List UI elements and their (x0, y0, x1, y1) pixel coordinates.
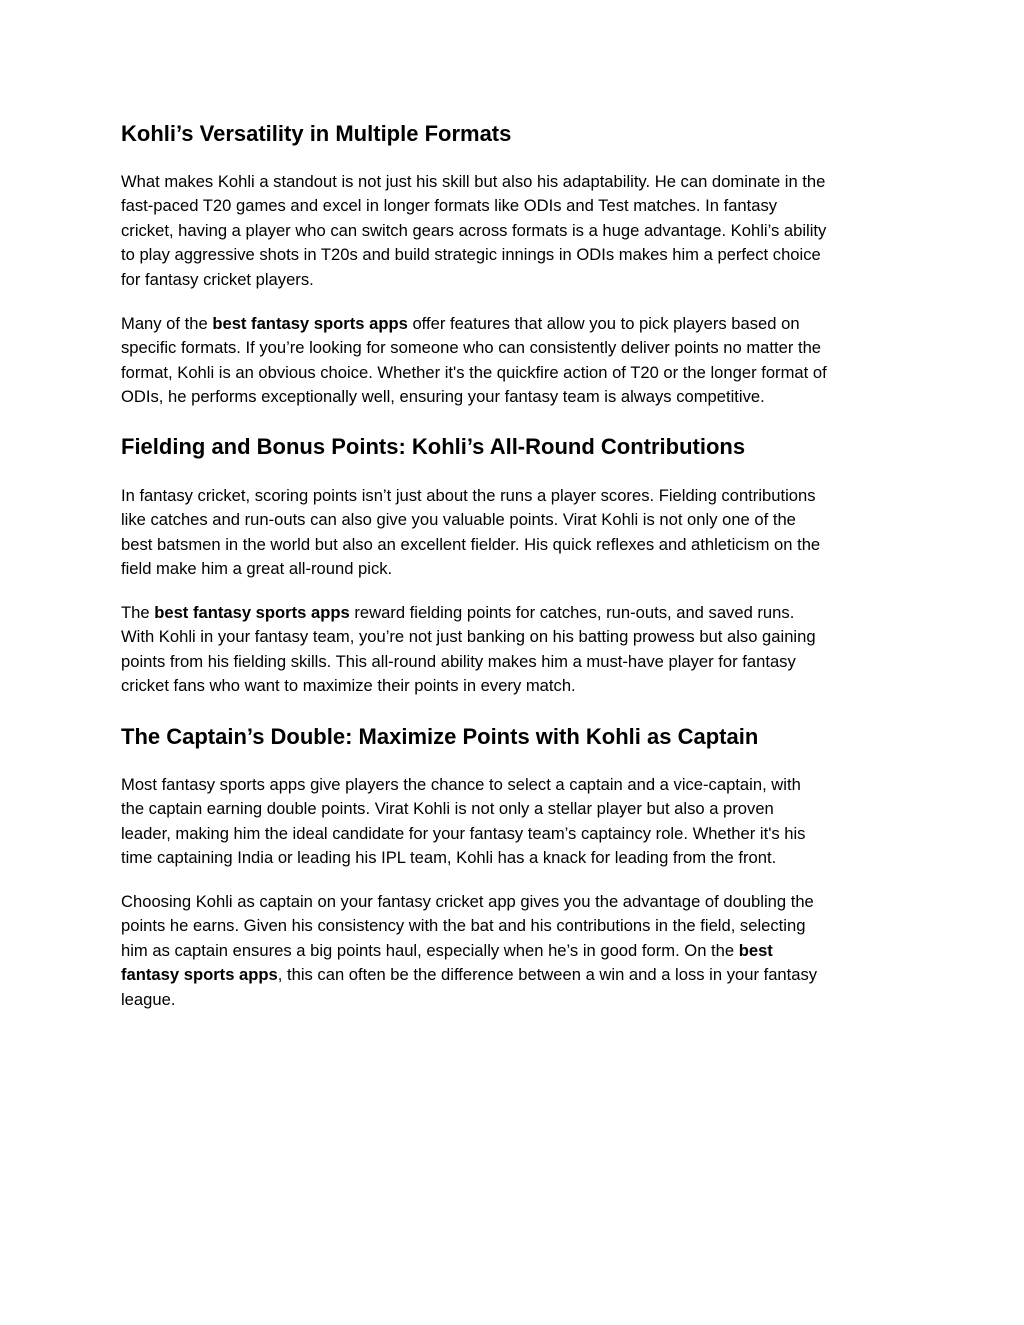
text-run: him as captain ensures a big points haul, especially when he’s in good form. On the (121, 940, 739, 960)
text-line: Most fantasy sports apps give players the chance to select a captain and a vice-captain, with (121, 775, 801, 794)
text-line: specific formats. If you’re looking for someone who can consistently deliver points no matter the (121, 338, 822, 358)
text-run: offer features that allow you to pick players based on (407, 314, 800, 333)
bold-keyword: best fantasy sports apps (154, 603, 350, 622)
text-line: leader, making him the ideal candidate for your fantasy team’s captaincy role. Whether it's his (121, 823, 806, 843)
text-line: points from his fielding skills. This all-round ability makes him a must-have player for fantasy (121, 651, 796, 671)
text-line: fast-paced T20 games and excel in longer formats like ODIs and Test matches. In fantasy (121, 196, 778, 216)
text-line: cricket, having a player who can switch gears across formats is a huge advantage. Kohli’s ability (121, 220, 827, 240)
text-line: like catches and run-outs can also give you valuable points. Virat Kohli is not only one of the (121, 510, 796, 530)
text-line: What makes Kohli a standout is not just his skill but also his adaptability. He can dominate in the (121, 172, 826, 191)
text-line: for fantasy cricket players. (121, 269, 314, 289)
section-heading-fielding: Fielding and Bonus Points: Kohli’s All-Round Contributions (121, 434, 746, 459)
text-line: time captaining India or leading his IPL team, Kohli has a knack for leading from the front. (121, 848, 777, 868)
text-line: the captain earning double points. Virat Kohli is not only a stellar player but also a proven (121, 799, 774, 819)
text-line (121, 963, 911, 987)
text-line: With Kohli in your fantasy team, you’re not just banking on his batting prowess but also gaining (121, 627, 816, 647)
paragraph-fielding-1 (121, 484, 911, 582)
text-run: reward fielding points for catches, run-outs, and saved runs. (349, 603, 795, 622)
bold-keyword: best (738, 940, 773, 960)
paragraph-versatility-1 (121, 170, 911, 292)
text-line: Choosing Kohli as captain on your fantasy cricket app gives you the advantage of doubling the (121, 892, 814, 911)
text-line: In fantasy cricket, scoring points isn’t just about the runs a player scores. Fielding contributions (121, 486, 816, 505)
text-line (121, 939, 911, 963)
bold-keyword: best fantasy sports apps (212, 314, 408, 333)
section-heading-captain: The Captain’s Double: Maximize Points with Kohli as Captain (121, 724, 759, 749)
text-line: ODIs, he performs exceptionally well, ensuring your fantasy team is always competitive. (121, 387, 765, 407)
text-run: Many of the (121, 314, 213, 333)
paragraph-captain-2 (121, 890, 911, 1012)
text-line (121, 312, 911, 336)
text-line: format, Kohli is an obvious choice. Whether it's the quickfire action of T20 or the longer format of (121, 362, 827, 382)
text-line: best batsmen in the world but also an excellent fielder. His quick reflexes and athleticism on the (121, 534, 821, 554)
text-run: The (121, 603, 155, 622)
text-line: cricket fans who want to maximize their points in every match. (121, 676, 576, 696)
bold-keyword: fantasy sports apps (121, 965, 278, 985)
text-line: league. (121, 989, 176, 1009)
paragraph-fielding-2 (121, 601, 911, 699)
text-line: points he earns. Given his consistency with the bat and his contributions in the field, selecting (121, 916, 806, 936)
paragraph-captain-1 (121, 773, 911, 871)
section-heading-versatility: Kohli’s Versatility in Multiple Formats (121, 121, 512, 146)
text-line (121, 601, 911, 625)
paragraph-versatility-2 (121, 312, 911, 410)
text-line: field make him a great all-round pick. (121, 559, 393, 579)
text-line: to play aggressive shots in T20s and build strategic innings in ODIs makes him a perfect choice (121, 245, 821, 265)
text-run: , this can often be the difference between a win and a loss in your fantasy (277, 965, 818, 985)
